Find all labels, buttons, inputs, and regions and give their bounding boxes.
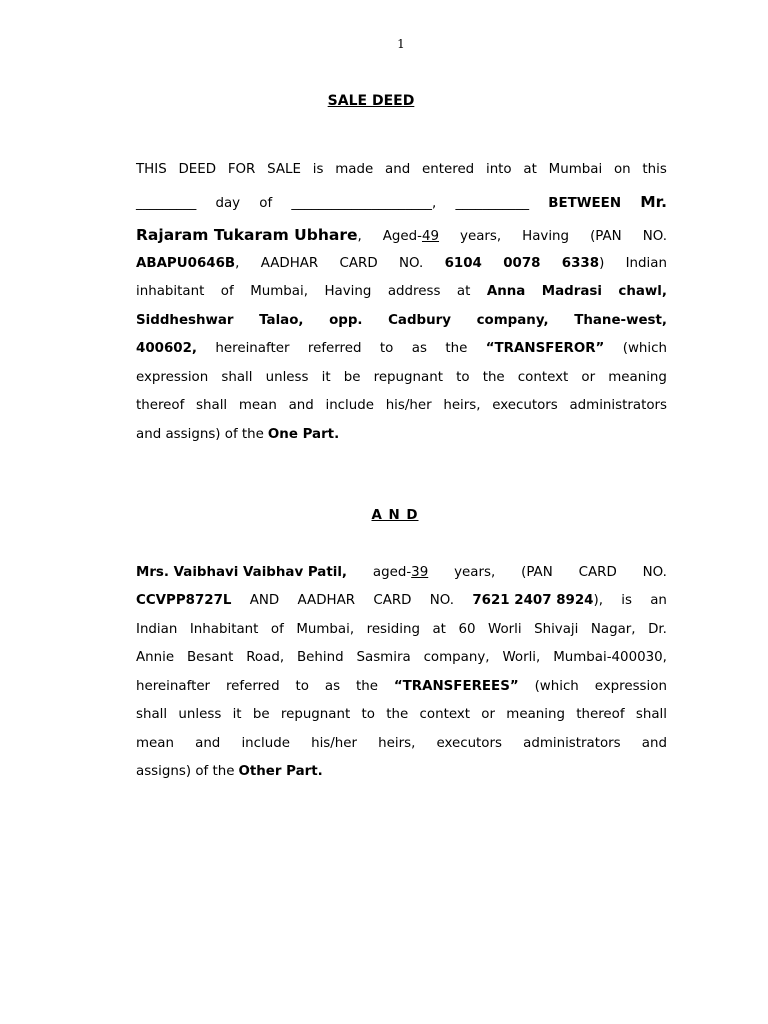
word: or [481, 707, 495, 722]
word: Mumbai, [296, 622, 355, 637]
word: (which [534, 679, 579, 694]
word: at [456, 284, 471, 299]
word: residing [366, 622, 420, 637]
word: referred [225, 679, 280, 694]
word: Mumbai, [250, 284, 308, 299]
word: referred [307, 341, 362, 356]
word: and [385, 162, 411, 177]
and-heading: A N D [371, 508, 419, 523]
p2-line-5 [136, 677, 667, 697]
word: AADHAR [297, 593, 356, 608]
word: inhabitant [136, 284, 205, 299]
page-number: 1 [397, 37, 405, 51]
word: years, [454, 565, 496, 580]
word: (PAN [590, 229, 622, 244]
word: Shivaji [534, 622, 579, 637]
word: mean [136, 736, 174, 751]
word: of [259, 196, 273, 211]
document-title: SALE DEED [327, 93, 415, 109]
word: the [482, 370, 505, 385]
word: be [252, 707, 270, 722]
word: unless [265, 370, 309, 385]
word: address [387, 284, 441, 299]
word: shall [196, 398, 228, 413]
word: 60 [458, 622, 476, 637]
word: unless [178, 707, 222, 722]
transferee-name: Mrs. Vaibhavi Vaibhav Patil, [136, 565, 347, 580]
word: Inhabitant [189, 622, 259, 637]
word: of [220, 284, 234, 299]
word: repugnant [280, 707, 351, 722]
word: entered [422, 162, 475, 177]
word: Aged- [382, 229, 422, 244]
part-label: One Part. [267, 427, 340, 442]
transferor-address: company, [476, 313, 549, 328]
word: an [650, 593, 667, 608]
word: AADHAR [260, 256, 319, 271]
word: shall [635, 707, 667, 722]
transferor-address: opp. [329, 313, 363, 328]
word: SALE [267, 162, 301, 177]
word: the [445, 341, 468, 356]
word: assigns) of the [136, 764, 235, 779]
word: (PAN [521, 565, 553, 580]
word: Indian [625, 256, 667, 271]
word: at [523, 162, 537, 177]
p1-line-3 [136, 225, 667, 245]
word: Having [522, 229, 570, 244]
transferor-address: Madrasi [541, 284, 602, 299]
p1-line-10 [136, 425, 667, 445]
word: Indian [136, 622, 178, 637]
p1-line-1 [136, 160, 667, 180]
p2-line-4 [136, 648, 667, 668]
word: NO. [642, 229, 667, 244]
word: aged- [372, 565, 412, 580]
transferor-address: chawl, [618, 284, 667, 299]
word: and assigns) of the [136, 427, 264, 442]
word: and [641, 736, 667, 751]
word: hereinafter [136, 679, 211, 694]
word: to [379, 341, 394, 356]
transferor-aadhar-part: 6104 [444, 256, 482, 271]
word: , [357, 229, 362, 244]
word: it [232, 707, 242, 722]
part-label: Other Part. [238, 764, 323, 779]
p2-line-1 [136, 563, 667, 583]
word: Besant [186, 650, 234, 665]
date-blank-year: ___________ [455, 196, 530, 211]
word: Annie [136, 650, 175, 665]
word: Mumbai-400030, [553, 650, 667, 665]
word: CARD [373, 593, 412, 608]
word: on [613, 162, 631, 177]
word: NO. [429, 593, 455, 608]
word: shall [221, 370, 253, 385]
p2-line-3 [136, 620, 667, 640]
transferor-name: Rajaram Tukaram Ubhare [136, 226, 358, 244]
word: Road, [246, 650, 285, 665]
word: to [456, 370, 470, 385]
p1-line-5 [136, 282, 667, 302]
transferor-aadhar-part: 0078 [503, 256, 541, 271]
word: it [321, 370, 331, 385]
word: mean [238, 398, 277, 413]
word: day [215, 196, 241, 211]
word: THIS [136, 162, 167, 177]
word: his/her [385, 398, 432, 413]
word: his/her [311, 736, 358, 751]
p1-line-6 [136, 311, 667, 331]
word: DEED [178, 162, 217, 177]
word: shall [136, 707, 168, 722]
word: CARD [578, 565, 617, 580]
transferee-pan: CCVPP8727L [136, 593, 232, 608]
transferor-pan: ABAPU0646B [136, 256, 236, 271]
word: NO. [642, 565, 667, 580]
word: years, [460, 229, 502, 244]
word: hereinafter [215, 341, 290, 356]
p1-line-7 [136, 339, 667, 359]
word: as [324, 679, 341, 694]
word: thereof [576, 707, 625, 722]
word: executors [492, 398, 558, 413]
transferor-address: Cadbury [388, 313, 452, 328]
word: NO. [399, 256, 424, 271]
word: heirs, [378, 736, 416, 751]
word: (which [622, 341, 667, 356]
word: or [581, 370, 596, 385]
transferor-address: Siddheshwar [136, 313, 234, 328]
word: and [288, 398, 314, 413]
word: administrators [523, 736, 621, 751]
p1-line-8 [136, 368, 667, 388]
word: Having [324, 284, 372, 299]
transferor-address: Anna [486, 284, 526, 299]
word: ) [599, 256, 605, 271]
transferor-age: 49 [421, 229, 440, 244]
date-blank-month: _____________________, [291, 196, 437, 211]
p2-line-8 [136, 762, 667, 782]
word: expression [136, 370, 209, 385]
word: meaning [506, 707, 565, 722]
transferor-address: Thane-west, [574, 313, 667, 328]
word: context [419, 707, 471, 722]
p2-line-6 [136, 705, 667, 725]
word: executors [436, 736, 502, 751]
word: FOR [227, 162, 256, 177]
transferor-address: Talao, [259, 313, 304, 328]
transferee-role: “TRANSFEREES” [393, 679, 519, 694]
word: of [270, 622, 284, 637]
word: Nagar, [590, 622, 636, 637]
between-keyword: BETWEEN [548, 196, 622, 211]
word: , [235, 256, 240, 271]
word: meaning [608, 370, 667, 385]
word: repugnant [373, 370, 443, 385]
word: into [485, 162, 512, 177]
word: is [312, 162, 324, 177]
word: Behind [296, 650, 344, 665]
word: ), [593, 593, 603, 608]
word: made [335, 162, 374, 177]
word: is [621, 593, 632, 608]
word: at [432, 622, 446, 637]
word: company, [423, 650, 490, 665]
word: the [386, 707, 409, 722]
word: thereof [136, 398, 185, 413]
word: to [295, 679, 309, 694]
word: context [517, 370, 569, 385]
word: to [361, 707, 375, 722]
word: CARD [339, 256, 378, 271]
word: Worli, [502, 650, 541, 665]
word: include [325, 398, 374, 413]
word: Mumbai [548, 162, 603, 177]
transferor-pincode: 400602, [136, 341, 197, 356]
word: heirs, [443, 398, 481, 413]
transferor-aadhar-part: 6338 [561, 256, 600, 271]
p1-line-9 [136, 396, 667, 416]
word: be [343, 370, 361, 385]
date-blank-day: _________ [136, 196, 197, 211]
word: administrators [569, 398, 667, 413]
word: as [411, 341, 427, 356]
word: the [355, 679, 378, 694]
transferor-role: “TRANSFEROR” [485, 341, 605, 356]
transferor-title: Mr. [640, 193, 667, 211]
p2-line-2 [136, 591, 667, 611]
word: this [642, 162, 667, 177]
word: Sasmira [356, 650, 411, 665]
word: expression [594, 679, 667, 694]
word: Dr. [648, 622, 667, 637]
p1-line-2 [136, 192, 667, 212]
transferee-aadhar: 7621 2407 8924 [472, 593, 594, 608]
p2-line-7 [136, 734, 667, 754]
word: include [241, 736, 290, 751]
transferee-age: 39 [411, 565, 429, 580]
word: and [195, 736, 221, 751]
p1-line-4 [136, 254, 667, 274]
word: AND [249, 593, 280, 608]
word: Worli [487, 622, 522, 637]
